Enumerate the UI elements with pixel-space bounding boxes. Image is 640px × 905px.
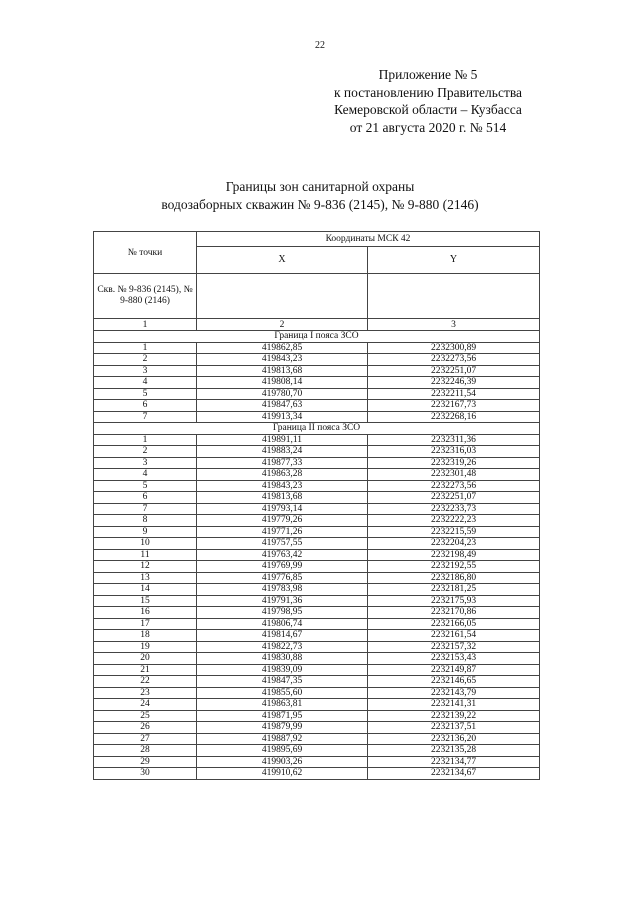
column-number-1: 1	[94, 319, 197, 331]
y-coordinate-cell: 2232166,05	[368, 618, 540, 630]
y-coordinate-cell: 2232139,22	[368, 710, 540, 722]
x-coordinate-cell: 419879,99	[197, 722, 368, 734]
table-row	[94, 515, 540, 527]
x-coordinate-cell: 419862,85	[197, 342, 368, 354]
point-number-cell: 30	[94, 768, 197, 780]
y-coordinate-cell: 2232273,56	[368, 354, 540, 366]
y-coordinate-cell: 2232181,25	[368, 584, 540, 596]
y-coordinate-cell: 2232204,23	[368, 538, 540, 550]
point-number-cell: 22	[94, 676, 197, 688]
point-number-cell: 7	[94, 503, 197, 515]
y-coordinate-cell: 2232301,48	[368, 469, 540, 481]
table-row	[94, 630, 540, 642]
x-coordinate-cell: 419895,69	[197, 745, 368, 757]
x-coordinate-cell: 419903,26	[197, 756, 368, 768]
document-title	[0, 178, 640, 214]
x-coordinate-cell: 419855,60	[197, 687, 368, 699]
point-number-cell: 23	[94, 687, 197, 699]
point-number-cell: 7	[94, 411, 197, 423]
x-coordinate-cell: 419839,09	[197, 664, 368, 676]
point-number-cell: 11	[94, 549, 197, 561]
point-number-cell: 18	[94, 630, 197, 642]
x-coordinate-cell: 419814,67	[197, 630, 368, 642]
x-coordinate-cell: 419791,36	[197, 595, 368, 607]
coordinates-table-body	[94, 232, 540, 780]
table-row	[94, 584, 540, 596]
header-row	[94, 232, 540, 247]
column-number-2: 2	[197, 319, 368, 331]
y-coordinate-cell: 2232161,54	[368, 630, 540, 642]
table-row	[94, 549, 540, 561]
x-coordinate-cell: 419847,35	[197, 676, 368, 688]
x-coordinate-cell: 419843,23	[197, 480, 368, 492]
point-number-cell: 1	[94, 434, 197, 446]
y-coordinate-cell: 2232146,65	[368, 676, 540, 688]
point-number-cell: 6	[94, 492, 197, 504]
appendix-line-1: Приложение № 5	[378, 67, 478, 82]
y-coordinate-cell: 2232251,07	[368, 492, 540, 504]
x-coordinate-cell: 419776,85	[197, 572, 368, 584]
appendix-line-3: Кемеровской области – Кузбасса	[334, 102, 522, 117]
table-row	[94, 676, 540, 688]
y-coordinate-cell: 2232136,20	[368, 733, 540, 745]
point-number-cell: 6	[94, 400, 197, 412]
x-coordinate-cell: 419798,95	[197, 607, 368, 619]
title-line-1: Границы зон санитарной охраны	[225, 179, 415, 194]
x-coordinate-cell: 419793,14	[197, 503, 368, 515]
appendix-line-2: к постановлению Правительства	[333, 84, 523, 100]
appendix-block	[278, 66, 578, 136]
title-line-2: водозаборных скважин № 9-836 (2145), № 9-880 (2146)	[161, 197, 479, 212]
y-coordinate-cell: 2232143,79	[368, 687, 540, 699]
point-number-cell: 17	[94, 618, 197, 630]
point-number-cell: 1	[94, 342, 197, 354]
x-coordinate-cell: 419763,42	[197, 549, 368, 561]
point-number-cell: 8	[94, 515, 197, 527]
point-number-cell: 5	[94, 388, 197, 400]
y-coordinate-cell: 2232211,54	[368, 388, 540, 400]
point-number-cell: 24	[94, 699, 197, 711]
coordinates-table	[93, 231, 540, 780]
x-coordinate-cell: 419871,95	[197, 710, 368, 722]
x-coordinate-cell: 419863,28	[197, 469, 368, 481]
point-number-cell: 3	[94, 457, 197, 469]
x-coordinate-cell: 419806,74	[197, 618, 368, 630]
y-coordinate-cell: 2232134,67	[368, 768, 540, 780]
y-coordinate-cell: 2232246,39	[368, 377, 540, 389]
x-coordinate-cell: 419771,26	[197, 526, 368, 538]
y-coordinate-cell: 2232311,36	[368, 434, 540, 446]
table-row	[94, 526, 540, 538]
zone2-title: Граница II пояса ЗСО	[94, 423, 540, 435]
point-number-cell: 20	[94, 653, 197, 665]
table-row	[94, 595, 540, 607]
y-coordinate-cell: 2232251,07	[368, 365, 540, 377]
y-coordinate-cell: 2232233,73	[368, 503, 540, 515]
table-row	[94, 388, 540, 400]
y-coordinate-cell: 2232215,59	[368, 526, 540, 538]
x-coordinate-cell: 419887,92	[197, 733, 368, 745]
y-coordinate-cell: 2232149,87	[368, 664, 540, 676]
table-row	[94, 561, 540, 573]
point-number-cell: 27	[94, 733, 197, 745]
y-coordinate-cell: 2232222,23	[368, 515, 540, 527]
well-y-empty	[368, 274, 540, 319]
point-number-cell: 19	[94, 641, 197, 653]
point-number-cell: 16	[94, 607, 197, 619]
well-row	[94, 274, 540, 319]
y-coordinate-cell: 2232316,03	[368, 446, 540, 458]
table-row	[94, 492, 540, 504]
table-row	[94, 354, 540, 366]
coordinates-header: Координаты МСК 42	[197, 232, 540, 247]
point-number-cell: 4	[94, 377, 197, 389]
y-coordinate-cell: 2232167,73	[368, 400, 540, 412]
x-coordinate-cell: 419910,62	[197, 768, 368, 780]
x-coordinate-cell: 419822,73	[197, 641, 368, 653]
y-coordinate-cell: 2232186,80	[368, 572, 540, 584]
table-row	[94, 457, 540, 469]
point-number-cell: 25	[94, 710, 197, 722]
table-row	[94, 480, 540, 492]
table-row	[94, 411, 540, 423]
y-coordinate-cell: 2232135,28	[368, 745, 540, 757]
table-row	[94, 733, 540, 745]
table-row	[94, 434, 540, 446]
well-x-empty	[197, 274, 368, 319]
table-row	[94, 664, 540, 676]
y-coordinate-cell: 2232141,31	[368, 699, 540, 711]
x-coordinate-cell: 419757,55	[197, 538, 368, 550]
x-coordinate-cell: 419808,14	[197, 377, 368, 389]
zone2-title-row	[94, 423, 540, 435]
x-coordinate-cell: 419843,23	[197, 354, 368, 366]
point-number-cell: 5	[94, 480, 197, 492]
point-number-cell: 21	[94, 664, 197, 676]
table-row	[94, 653, 540, 665]
x-header: X	[197, 247, 368, 274]
x-coordinate-cell: 419830,88	[197, 653, 368, 665]
well-label: Скв. № 9-836 (2145), № 9-880 (2146)	[94, 274, 197, 319]
x-coordinate-cell: 419883,24	[197, 446, 368, 458]
x-coordinate-cell: 419783,98	[197, 584, 368, 596]
table-row	[94, 469, 540, 481]
y-coordinate-cell: 2232134,77	[368, 756, 540, 768]
point-number-cell: 12	[94, 561, 197, 573]
point-number-cell: 3	[94, 365, 197, 377]
x-coordinate-cell: 419891,11	[197, 434, 368, 446]
table-row	[94, 607, 540, 619]
x-coordinate-cell: 419913,34	[197, 411, 368, 423]
y-coordinate-cell: 2232170,86	[368, 607, 540, 619]
point-number-cell: 2	[94, 354, 197, 366]
table-row	[94, 572, 540, 584]
table-row	[94, 538, 540, 550]
point-number-cell: 28	[94, 745, 197, 757]
table-row	[94, 745, 540, 757]
table-row	[94, 687, 540, 699]
table-row	[94, 641, 540, 653]
table-row	[94, 446, 540, 458]
x-coordinate-cell: 419813,68	[197, 492, 368, 504]
point-number-cell: 26	[94, 722, 197, 734]
x-coordinate-cell: 419863,81	[197, 699, 368, 711]
point-number-cell: 2	[94, 446, 197, 458]
y-coordinate-cell: 2232198,49	[368, 549, 540, 561]
table-row	[94, 618, 540, 630]
x-coordinate-cell: 419847,63	[197, 400, 368, 412]
y-header: Y	[368, 247, 540, 274]
x-coordinate-cell: 419780,70	[197, 388, 368, 400]
zone1-title: Граница I пояса ЗСО	[94, 331, 540, 343]
point-number-cell: 13	[94, 572, 197, 584]
y-coordinate-cell: 2232175,93	[368, 595, 540, 607]
y-coordinate-cell: 2232192,55	[368, 561, 540, 573]
zone1-title-row	[94, 331, 540, 343]
y-coordinate-cell: 2232153,43	[368, 653, 540, 665]
point-number-cell: 4	[94, 469, 197, 481]
point-number-cell: 9	[94, 526, 197, 538]
point-number-cell: 10	[94, 538, 197, 550]
column-number-3: 3	[368, 319, 540, 331]
x-coordinate-cell: 419769,99	[197, 561, 368, 573]
page-number: 22	[315, 40, 325, 51]
y-coordinate-cell: 2232300,89	[368, 342, 540, 354]
y-coordinate-cell: 2232273,56	[368, 480, 540, 492]
point-number-cell: 29	[94, 756, 197, 768]
table-row	[94, 503, 540, 515]
y-coordinate-cell: 2232157,32	[368, 641, 540, 653]
table-row	[94, 400, 540, 412]
table-row	[94, 756, 540, 768]
table-row	[94, 710, 540, 722]
column-number-row	[94, 319, 540, 331]
point-number-header: № точки	[94, 232, 197, 274]
table-row	[94, 365, 540, 377]
appendix-line-4: от 21 августа 2020 г. № 514	[349, 119, 507, 135]
table-row	[94, 722, 540, 734]
y-coordinate-cell: 2232319,26	[368, 457, 540, 469]
y-coordinate-cell: 2232137,51	[368, 722, 540, 734]
x-coordinate-cell: 419877,33	[197, 457, 368, 469]
table-row	[94, 377, 540, 389]
x-coordinate-cell: 419813,68	[197, 365, 368, 377]
point-number-cell: 15	[94, 595, 197, 607]
table-row	[94, 699, 540, 711]
x-coordinate-cell: 419779,26	[197, 515, 368, 527]
point-number-cell: 14	[94, 584, 197, 596]
table-row	[94, 342, 540, 354]
y-coordinate-cell: 2232268,16	[368, 411, 540, 423]
table-row	[94, 768, 540, 780]
